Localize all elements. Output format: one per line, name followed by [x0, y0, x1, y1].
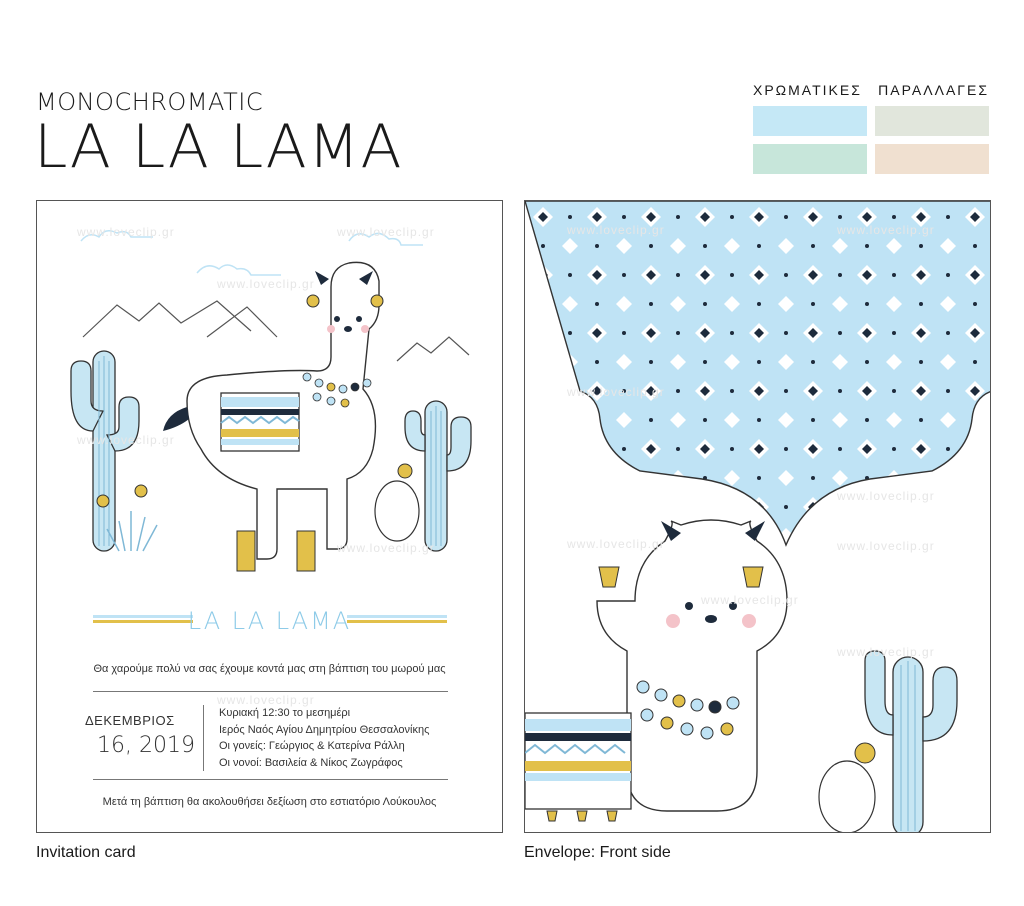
card-detail-line: Ιερός Ναός Αγίου Δημητρίου Θεσσαλονίκης [219, 723, 430, 736]
header-title: LA LA LAMA [34, 112, 403, 182]
invitation-card [36, 200, 503, 833]
swatch-sage[interactable] [875, 106, 989, 136]
card-illustration [37, 201, 503, 601]
card-month: ΔΕΚΕΜΒΡΙΟΣ [85, 713, 175, 728]
watermark: www.loveclip.gr [567, 385, 665, 399]
watermark: www.loveclip.gr [837, 489, 935, 503]
card-name-text: LA LA LAMA [187, 607, 352, 635]
watermark: www.loveclip.gr [837, 539, 935, 553]
card-intro: Θα χαρούμε πολύ να σας έχουμε κοντά μας στη βάπτιση του μωρού μας [93, 663, 446, 675]
swatch-peach[interactable] [875, 144, 989, 174]
variants-label-left: ΧΡΩΜΑΤΙΚΕΣ [753, 82, 862, 98]
header-subtitle: MONOCHROMATIC [36, 88, 264, 116]
watermark: www.loveclip.gr [567, 537, 665, 551]
card-detail-line: Κυριακή 12:30 το μεσημέρι [219, 707, 351, 719]
card-details [219, 705, 429, 771]
card-name [37, 607, 502, 635]
card-detail-line: Οι νονοί: Βασιλεία & Νίκος Ζωγράφος [219, 756, 403, 769]
watermark: www.loveclip.gr [567, 223, 665, 237]
swatch-mint[interactable] [753, 144, 867, 174]
watermark: www.loveclip.gr [837, 645, 935, 659]
card-footer: Μετά τη βάπτιση θα ακολουθήσει δεξίωση στο εστιατόριο Λούκουλος [102, 796, 437, 808]
watermark: www.loveclip.gr [337, 225, 435, 239]
watermark: www.loveclip.gr [701, 593, 799, 607]
watermark: www.loveclip.gr [77, 433, 175, 447]
caption-invitation-card: Invitation card [36, 844, 136, 861]
card-date-divider [203, 705, 204, 771]
envelope-illustration [525, 201, 991, 833]
watermark: www.loveclip.gr [77, 225, 175, 239]
card-date: 16, 2019 [97, 733, 195, 758]
watermark: www.loveclip.gr [837, 223, 935, 237]
card-divider-bottom [93, 779, 448, 780]
caption-envelope: Envelope: Front side [524, 844, 671, 861]
watermark: www.loveclip.gr [337, 541, 435, 555]
envelope-front [524, 200, 991, 833]
variants-label-right: ΠΑΡΑΛΛΑΓΕΣ [878, 82, 989, 98]
watermark: www.loveclip.gr [217, 693, 315, 707]
swatch-blue[interactable] [753, 106, 867, 136]
card-divider-top [93, 691, 448, 692]
watermark: www.loveclip.gr [217, 277, 315, 291]
color-variants-title [753, 82, 989, 98]
card-detail-line: Οι γονείς: Γεώργιος & Κατερίνα Ράλλη [219, 740, 405, 752]
